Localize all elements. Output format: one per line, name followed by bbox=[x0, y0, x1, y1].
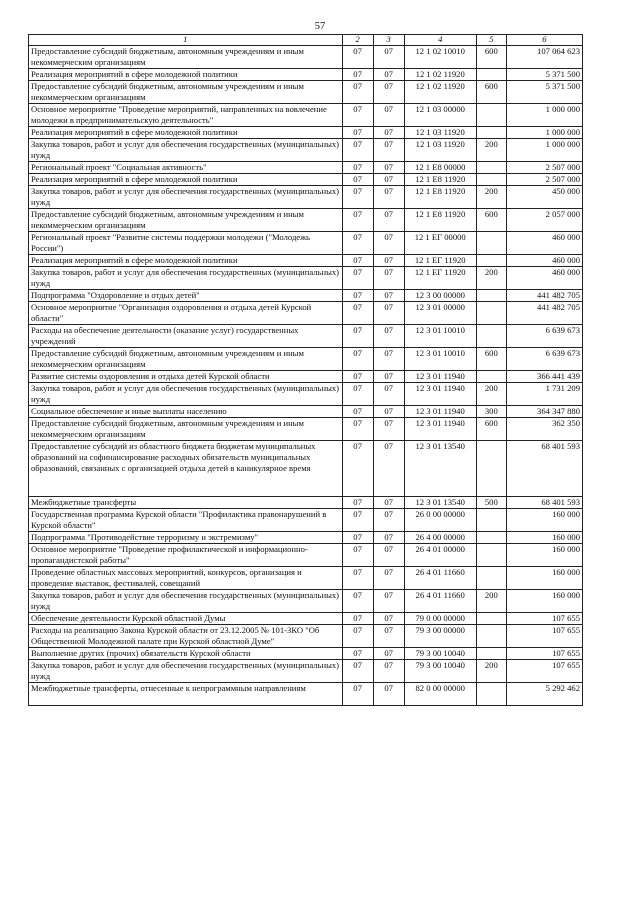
row-target-article: 12 3 01 13540 bbox=[404, 441, 476, 497]
row-expense-type bbox=[476, 255, 506, 267]
row-target-article: 12 3 01 11940 bbox=[404, 406, 476, 418]
row-subsection: 07 bbox=[373, 532, 404, 544]
row-expense-type bbox=[476, 613, 506, 625]
table-row bbox=[29, 325, 583, 348]
row-target-article: 79 3 00 00000 bbox=[404, 625, 476, 648]
table-row bbox=[29, 290, 583, 302]
row-amount: 1 000 000 bbox=[506, 139, 582, 162]
row-section: 07 bbox=[342, 104, 373, 127]
row-amount: 160 000 bbox=[506, 590, 582, 613]
row-amount: 1 000 000 bbox=[506, 104, 582, 127]
row-target-article: 12 3 01 11940 bbox=[404, 418, 476, 441]
table-row bbox=[29, 660, 583, 683]
row-section: 07 bbox=[342, 162, 373, 174]
row-amount: 441 482 705 bbox=[506, 290, 582, 302]
row-expense-type bbox=[476, 625, 506, 648]
row-target-article: 12 1 03 00000 bbox=[404, 104, 476, 127]
row-name: Развитие системы оздоровления и отдыха детей Курской области bbox=[29, 371, 343, 383]
row-name: Реализация мероприятий в сфере молодежной политики bbox=[29, 255, 343, 267]
table-row bbox=[29, 186, 583, 209]
row-target-article: 82 0 00 00000 bbox=[404, 683, 476, 706]
row-expense-type bbox=[476, 567, 506, 590]
row-amount: 6 639 673 bbox=[506, 348, 582, 371]
row-name: Закупка товаров, работ и услуг для обеспечения государственных (муниципальных) нужд bbox=[29, 186, 343, 209]
row-section: 07 bbox=[342, 186, 373, 209]
row-subsection: 07 bbox=[373, 69, 404, 81]
row-subsection: 07 bbox=[373, 497, 404, 509]
table-header-row bbox=[29, 35, 583, 46]
table-row bbox=[29, 509, 583, 532]
row-target-article: 26 4 01 00000 bbox=[404, 544, 476, 567]
row-expense-type bbox=[476, 104, 506, 127]
row-expense-type: 200 bbox=[476, 267, 506, 290]
row-name: Основное мероприятие "Проведение профилактической и информационно-пропагандистской работы" bbox=[29, 544, 343, 567]
row-target-article: 12 3 01 00000 bbox=[404, 302, 476, 325]
row-amount: 460 000 bbox=[506, 267, 582, 290]
row-name: Расходы на реализацию Закона Курской области от 23.12.2005 № 101-ЗКО "Об Общественной Молодежной палате при Курской областной Думе" bbox=[29, 625, 343, 648]
row-section: 07 bbox=[342, 302, 373, 325]
row-subsection: 07 bbox=[373, 371, 404, 383]
row-subsection: 07 bbox=[373, 544, 404, 567]
row-expense-type: 600 bbox=[476, 209, 506, 232]
row-name: Основное мероприятие "Проведение мероприятий, направленных на вовлечение молодежи в предпринимательскую деятельность" bbox=[29, 104, 343, 127]
row-target-article: 12 1 02 10010 bbox=[404, 46, 476, 69]
table-row bbox=[29, 418, 583, 441]
row-target-article: 12 3 01 11940 bbox=[404, 383, 476, 406]
table-row bbox=[29, 81, 583, 104]
row-name: Региональный проект "Развитие системы поддержки молодежи ("Молодежь России") bbox=[29, 232, 343, 255]
row-amount: 160 000 bbox=[506, 544, 582, 567]
row-section: 07 bbox=[342, 325, 373, 348]
row-section: 07 bbox=[342, 418, 373, 441]
row-target-article: 12 1 EГ 00000 bbox=[404, 232, 476, 255]
row-subsection: 07 bbox=[373, 186, 404, 209]
row-expense-type bbox=[476, 302, 506, 325]
row-name: Межбюджетные трансферты, отнесенные к непрограммным направлениям bbox=[29, 683, 343, 706]
row-expense-type: 500 bbox=[476, 497, 506, 509]
row-name: Обеспечение деятельности Курской областной Думы bbox=[29, 613, 343, 625]
row-section: 07 bbox=[342, 544, 373, 567]
row-target-article: 12 3 00 00000 bbox=[404, 290, 476, 302]
row-name: Закупка товаров, работ и услуг для обеспечения государственных (муниципальных) нужд bbox=[29, 590, 343, 613]
table-row bbox=[29, 441, 583, 497]
table-row bbox=[29, 69, 583, 81]
row-target-article: 79 3 00 10040 bbox=[404, 648, 476, 660]
row-amount: 5 371 500 bbox=[506, 81, 582, 104]
table-row bbox=[29, 127, 583, 139]
row-subsection: 07 bbox=[373, 290, 404, 302]
row-subsection: 07 bbox=[373, 325, 404, 348]
row-section: 07 bbox=[342, 648, 373, 660]
row-expense-type bbox=[476, 648, 506, 660]
row-target-article: 12 1 E8 11920 bbox=[404, 209, 476, 232]
row-target-article: 12 1 E8 00000 bbox=[404, 162, 476, 174]
row-amount: 1 000 000 bbox=[506, 127, 582, 139]
row-amount: 107 655 bbox=[506, 648, 582, 660]
row-name: Расходы на обеспечение деятельности (оказание услуг) государственных учреждений bbox=[29, 325, 343, 348]
table-row bbox=[29, 209, 583, 232]
table-row bbox=[29, 625, 583, 648]
row-section: 07 bbox=[342, 209, 373, 232]
row-expense-type bbox=[476, 371, 506, 383]
table-row bbox=[29, 255, 583, 267]
table-row bbox=[29, 648, 583, 660]
row-expense-type: 300 bbox=[476, 406, 506, 418]
row-subsection: 07 bbox=[373, 383, 404, 406]
table-body bbox=[29, 46, 583, 706]
row-expense-type bbox=[476, 441, 506, 497]
row-section: 07 bbox=[342, 567, 373, 590]
row-amount: 5 292 462 bbox=[506, 683, 582, 706]
row-name: Межбюджетные трансферты bbox=[29, 497, 343, 509]
row-section: 07 bbox=[342, 406, 373, 418]
row-expense-type: 600 bbox=[476, 81, 506, 104]
row-name: Основное мероприятие "Организация оздоровления и отдыха детей Курской области" bbox=[29, 302, 343, 325]
row-subsection: 07 bbox=[373, 162, 404, 174]
row-target-article: 12 1 EГ 11920 bbox=[404, 255, 476, 267]
row-subsection: 07 bbox=[373, 209, 404, 232]
row-target-article: 79 0 00 00000 bbox=[404, 613, 476, 625]
row-amount: 450 000 bbox=[506, 186, 582, 209]
row-target-article: 12 3 01 13540 bbox=[404, 497, 476, 509]
row-amount: 460 000 bbox=[506, 232, 582, 255]
row-amount: 441 482 705 bbox=[506, 302, 582, 325]
row-expense-type: 200 bbox=[476, 186, 506, 209]
row-amount: 107 655 bbox=[506, 613, 582, 625]
row-section: 07 bbox=[342, 69, 373, 81]
row-target-article: 12 1 EГ 11920 bbox=[404, 267, 476, 290]
header-col-amount: 6 bbox=[506, 35, 582, 46]
table-row bbox=[29, 544, 583, 567]
row-name: Предоставление субсидий бюджетным, автономным учреждениям и иным некоммерческим организациям bbox=[29, 418, 343, 441]
row-expense-type bbox=[476, 544, 506, 567]
row-target-article: 12 3 01 11940 bbox=[404, 371, 476, 383]
table-row bbox=[29, 406, 583, 418]
row-amount: 160 000 bbox=[506, 509, 582, 532]
header-col-name: 1 bbox=[29, 35, 343, 46]
row-amount: 107 655 bbox=[506, 660, 582, 683]
row-amount: 6 639 673 bbox=[506, 325, 582, 348]
table-row bbox=[29, 683, 583, 706]
row-expense-type: 200 bbox=[476, 383, 506, 406]
row-target-article: 12 1 02 11920 bbox=[404, 81, 476, 104]
table-row bbox=[29, 267, 583, 290]
table-row bbox=[29, 46, 583, 69]
row-subsection: 07 bbox=[373, 267, 404, 290]
row-target-article: 12 1 02 11920 bbox=[404, 69, 476, 81]
row-name: Реализация мероприятий в сфере молодежной политики bbox=[29, 69, 343, 81]
row-name: Предоставление субсидий из областного бюджета бюджетам муниципальных образований на софинансирование расходных обязательств муниципальных образований, связанных с организацией отдыха детей в каникулярное время bbox=[29, 441, 343, 497]
row-target-article: 12 1 E8 11920 bbox=[404, 186, 476, 209]
row-section: 07 bbox=[342, 497, 373, 509]
row-subsection: 07 bbox=[373, 509, 404, 532]
header-col-target-article: 4 bbox=[404, 35, 476, 46]
row-expense-type: 200 bbox=[476, 590, 506, 613]
row-name: Закупка товаров, работ и услуг для обеспечения государственных (муниципальных) нужд bbox=[29, 267, 343, 290]
row-section: 07 bbox=[342, 127, 373, 139]
row-subsection: 07 bbox=[373, 590, 404, 613]
row-section: 07 bbox=[342, 371, 373, 383]
row-subsection: 07 bbox=[373, 567, 404, 590]
row-amount: 68 401 593 bbox=[506, 497, 582, 509]
row-target-article: 12 3 01 10010 bbox=[404, 348, 476, 371]
header-col-subsection: 3 bbox=[373, 35, 404, 46]
row-target-article: 12 3 01 10010 bbox=[404, 325, 476, 348]
row-section: 07 bbox=[342, 174, 373, 186]
row-expense-type: 600 bbox=[476, 348, 506, 371]
row-amount: 364 347 880 bbox=[506, 406, 582, 418]
row-section: 07 bbox=[342, 255, 373, 267]
row-section: 07 bbox=[342, 232, 373, 255]
row-section: 07 bbox=[342, 81, 373, 104]
table-row bbox=[29, 104, 583, 127]
table-row bbox=[29, 613, 583, 625]
row-target-article: 12 1 03 11920 bbox=[404, 127, 476, 139]
row-amount: 2 057 000 bbox=[506, 209, 582, 232]
row-amount: 362 350 bbox=[506, 418, 582, 441]
header-col-section: 2 bbox=[342, 35, 373, 46]
row-amount: 366 441 439 bbox=[506, 371, 582, 383]
row-expense-type bbox=[476, 232, 506, 255]
row-amount: 107 064 623 bbox=[506, 46, 582, 69]
row-name: Проведение областных массовых мероприятий, конкурсов, организация и проведение выставок, фестивалей, совещаний bbox=[29, 567, 343, 590]
row-amount: 160 000 bbox=[506, 532, 582, 544]
row-subsection: 07 bbox=[373, 683, 404, 706]
row-section: 07 bbox=[342, 660, 373, 683]
row-section: 07 bbox=[342, 383, 373, 406]
table-row bbox=[29, 174, 583, 186]
table-row bbox=[29, 371, 583, 383]
row-subsection: 07 bbox=[373, 81, 404, 104]
row-subsection: 07 bbox=[373, 46, 404, 69]
row-section: 07 bbox=[342, 46, 373, 69]
row-amount: 5 371 500 bbox=[506, 69, 582, 81]
table-row bbox=[29, 302, 583, 325]
table-row bbox=[29, 383, 583, 406]
row-expense-type: 200 bbox=[476, 139, 506, 162]
page-number: 57 bbox=[314, 21, 326, 32]
row-expense-type bbox=[476, 509, 506, 532]
row-target-article: 12 1 03 11920 bbox=[404, 139, 476, 162]
row-target-article: 12 1 E8 11920 bbox=[404, 174, 476, 186]
row-subsection: 07 bbox=[373, 441, 404, 497]
row-section: 07 bbox=[342, 532, 373, 544]
row-subsection: 07 bbox=[373, 232, 404, 255]
row-expense-type bbox=[476, 162, 506, 174]
table-row bbox=[29, 567, 583, 590]
table-row bbox=[29, 348, 583, 371]
row-name: Предоставление субсидий бюджетным, автономным учреждениям и иным некоммерческим организациям bbox=[29, 46, 343, 69]
table-row bbox=[29, 497, 583, 509]
row-amount: 1 731 209 bbox=[506, 383, 582, 406]
row-section: 07 bbox=[342, 348, 373, 371]
row-name: Подпрограмма "Противодействие терроризму и экстремизму" bbox=[29, 532, 343, 544]
row-amount: 2 507 000 bbox=[506, 162, 582, 174]
row-target-article: 26 0 00 00000 bbox=[404, 509, 476, 532]
table-row bbox=[29, 590, 583, 613]
row-expense-type: 600 bbox=[476, 418, 506, 441]
row-target-article: 26 4 01 11660 bbox=[404, 567, 476, 590]
row-name: Закупка товаров, работ и услуг для обеспечения государственных (муниципальных) нужд bbox=[29, 660, 343, 683]
budget-allocation-table bbox=[28, 34, 583, 706]
row-amount: 68 401 593 bbox=[506, 441, 582, 497]
row-name: Государственная программа Курской области "Профилактика правонарушений в Курской области" bbox=[29, 509, 343, 532]
row-section: 07 bbox=[342, 290, 373, 302]
row-amount: 107 655 bbox=[506, 625, 582, 648]
row-expense-type bbox=[476, 69, 506, 81]
table-row bbox=[29, 532, 583, 544]
row-section: 07 bbox=[342, 625, 373, 648]
table-row bbox=[29, 139, 583, 162]
row-subsection: 07 bbox=[373, 174, 404, 186]
row-name: Подпрограмма "Оздоровление и отдых детей" bbox=[29, 290, 343, 302]
row-name: Закупка товаров, работ и услуг для обеспечения государственных (муниципальных) нужд bbox=[29, 139, 343, 162]
row-amount: 160 000 bbox=[506, 567, 582, 590]
row-expense-type bbox=[476, 127, 506, 139]
row-name: Реализация мероприятий в сфере молодежной политики bbox=[29, 127, 343, 139]
row-section: 07 bbox=[342, 441, 373, 497]
row-expense-type bbox=[476, 683, 506, 706]
header-col-expense-type: 5 bbox=[476, 35, 506, 46]
row-expense-type bbox=[476, 325, 506, 348]
row-name: Предоставление субсидий бюджетным, автономным учреждениям и иным некоммерческим организациям bbox=[29, 81, 343, 104]
row-expense-type: 200 bbox=[476, 660, 506, 683]
page-edge bbox=[633, 0, 634, 905]
row-section: 07 bbox=[342, 509, 373, 532]
row-subsection: 07 bbox=[373, 139, 404, 162]
row-subsection: 07 bbox=[373, 648, 404, 660]
row-name: Предоставление субсидий бюджетным, автономным учреждениям и иным некоммерческим организациям bbox=[29, 348, 343, 371]
row-section: 07 bbox=[342, 683, 373, 706]
row-target-article: 26 4 01 11660 bbox=[404, 590, 476, 613]
row-subsection: 07 bbox=[373, 406, 404, 418]
row-subsection: 07 bbox=[373, 104, 404, 127]
row-subsection: 07 bbox=[373, 302, 404, 325]
row-name: Региональный проект "Социальная активность" bbox=[29, 162, 343, 174]
row-subsection: 07 bbox=[373, 255, 404, 267]
row-expense-type: 600 bbox=[476, 46, 506, 69]
row-name: Закупка товаров, работ и услуг для обеспечения государственных (муниципальных) нужд bbox=[29, 383, 343, 406]
row-section: 07 bbox=[342, 590, 373, 613]
row-subsection: 07 bbox=[373, 348, 404, 371]
row-expense-type bbox=[476, 290, 506, 302]
row-subsection: 07 bbox=[373, 660, 404, 683]
row-subsection: 07 bbox=[373, 625, 404, 648]
row-section: 07 bbox=[342, 139, 373, 162]
row-name: Выполнение других (прочих) обязательств Курской области bbox=[29, 648, 343, 660]
table-row bbox=[29, 232, 583, 255]
row-name: Реализация мероприятий в сфере молодежной политики bbox=[29, 174, 343, 186]
row-expense-type bbox=[476, 532, 506, 544]
row-target-article: 79 3 00 10040 bbox=[404, 660, 476, 683]
row-target-article: 26 4 00 00000 bbox=[404, 532, 476, 544]
row-section: 07 bbox=[342, 267, 373, 290]
row-amount: 460 000 bbox=[506, 255, 582, 267]
row-section: 07 bbox=[342, 613, 373, 625]
row-name: Предоставление субсидий бюджетным, автономным учреждениям и иным некоммерческим организациям bbox=[29, 209, 343, 232]
row-name: Социальное обеспечение и иные выплаты населению bbox=[29, 406, 343, 418]
row-amount: 2 507 000 bbox=[506, 174, 582, 186]
row-subsection: 07 bbox=[373, 613, 404, 625]
row-subsection: 07 bbox=[373, 418, 404, 441]
row-subsection: 07 bbox=[373, 127, 404, 139]
row-expense-type bbox=[476, 174, 506, 186]
table-row bbox=[29, 162, 583, 174]
